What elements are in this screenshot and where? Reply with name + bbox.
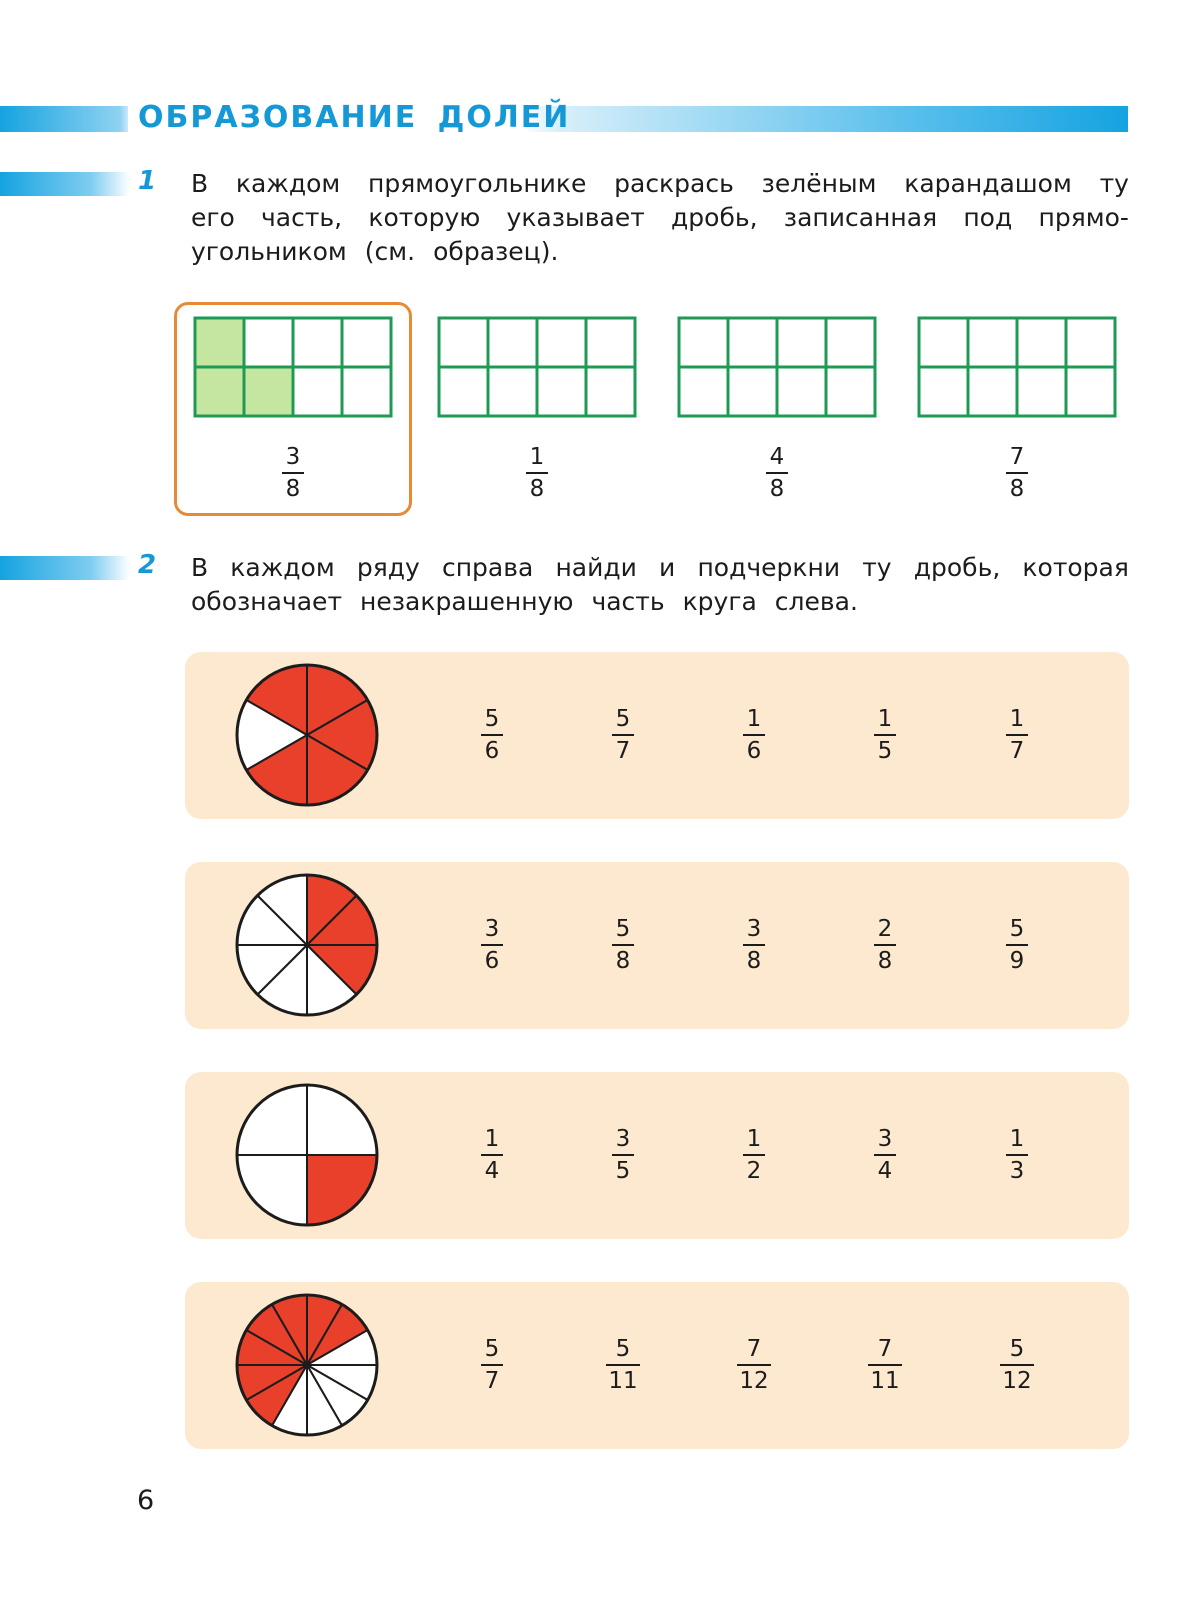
fraction[interactable] bbox=[743, 1126, 765, 1184]
answer-option[interactable] bbox=[850, 916, 920, 974]
fraction[interactable] bbox=[526, 444, 548, 502]
word: В bbox=[191, 553, 209, 582]
fraction-numerator: 7 bbox=[1009, 444, 1025, 470]
fraction[interactable] bbox=[1006, 706, 1028, 764]
answer-option[interactable] bbox=[588, 706, 658, 764]
grid-cell bbox=[1017, 367, 1066, 416]
fraction-numerator: 5 bbox=[484, 1336, 500, 1362]
fraction-numerator: 3 bbox=[285, 444, 301, 470]
fraction[interactable] bbox=[612, 706, 634, 764]
grid-cell bbox=[342, 318, 391, 367]
fraction-numerator: 2 bbox=[877, 916, 893, 942]
answer-option[interactable] bbox=[850, 1126, 920, 1184]
grid-cell bbox=[586, 367, 635, 416]
fraction-numerator: 7 bbox=[746, 1336, 762, 1362]
grid-cell bbox=[826, 367, 875, 416]
fraction-circle bbox=[234, 662, 380, 812]
fraction-numerator: 1 bbox=[877, 706, 893, 732]
grid-cell bbox=[1066, 367, 1115, 416]
word: его bbox=[191, 203, 235, 232]
fraction-circle bbox=[234, 1082, 380, 1232]
fraction-numerator: 5 bbox=[615, 916, 631, 942]
word: угольником bbox=[191, 237, 347, 266]
grid-cell bbox=[679, 318, 728, 367]
fraction[interactable] bbox=[737, 1336, 770, 1394]
fraction[interactable] bbox=[481, 916, 503, 974]
fraction-numerator: 1 bbox=[529, 444, 545, 470]
word: прямо- bbox=[1038, 203, 1129, 232]
fraction-denominator: 8 bbox=[285, 476, 301, 502]
word: подчеркни bbox=[697, 553, 841, 582]
fraction-denominator: 5 bbox=[877, 738, 893, 764]
fraction-denominator: 7 bbox=[1009, 738, 1025, 764]
answer-option[interactable] bbox=[719, 1126, 789, 1184]
answer-option[interactable] bbox=[457, 1336, 527, 1394]
fraction-denominator: 6 bbox=[484, 948, 500, 974]
word: найди bbox=[555, 553, 637, 582]
grid-fraction-label bbox=[747, 444, 807, 502]
word: (см. bbox=[364, 237, 416, 266]
fraction[interactable] bbox=[1000, 1336, 1033, 1394]
task-1-number: 1 bbox=[138, 166, 157, 196]
fraction-denominator: 9 bbox=[1009, 948, 1025, 974]
task-1-marker-bar bbox=[0, 172, 130, 196]
fraction[interactable] bbox=[874, 706, 896, 764]
task-2-number: 2 bbox=[138, 550, 157, 580]
answer-option[interactable] bbox=[982, 706, 1052, 764]
grid-cell bbox=[488, 318, 537, 367]
fraction-numerator: 5 bbox=[484, 706, 500, 732]
fraction-circle bbox=[234, 1292, 380, 1442]
word: справа bbox=[441, 553, 534, 582]
word: ту bbox=[862, 553, 892, 582]
section-title: ОБРАЗОВАНИЕ ДОЛЕЙ bbox=[138, 100, 571, 135]
grid-cell bbox=[728, 318, 777, 367]
grid-cell bbox=[919, 367, 968, 416]
fraction-denominator: 7 bbox=[615, 738, 631, 764]
word: ряду bbox=[356, 553, 420, 582]
grid-cell bbox=[439, 367, 488, 416]
word: и bbox=[659, 553, 676, 582]
task-2-text bbox=[191, 551, 1129, 619]
text-line bbox=[191, 201, 1129, 235]
grid-fraction-label bbox=[263, 444, 323, 502]
answer-option[interactable] bbox=[719, 916, 789, 974]
word: записанная bbox=[783, 203, 938, 232]
answer-option[interactable] bbox=[588, 1336, 658, 1394]
fraction[interactable] bbox=[282, 444, 304, 502]
word: которую bbox=[368, 203, 481, 232]
answer-option[interactable] bbox=[850, 706, 920, 764]
grid-cell bbox=[777, 367, 826, 416]
word: прямоугольнике bbox=[367, 169, 587, 198]
word: незакрашенную bbox=[360, 587, 574, 616]
word: В bbox=[191, 169, 209, 198]
fraction[interactable] bbox=[868, 1336, 901, 1394]
answer-option[interactable] bbox=[457, 1126, 527, 1184]
fraction-numerator: 5 bbox=[615, 706, 631, 732]
grid-fraction-label bbox=[507, 444, 567, 502]
fraction-denominator: 12 bbox=[739, 1368, 769, 1394]
grid-cell bbox=[826, 318, 875, 367]
grid-fraction-label bbox=[987, 444, 1047, 502]
fraction-numerator: 1 bbox=[1009, 1126, 1025, 1152]
grid-cell bbox=[342, 367, 391, 416]
grid-cell bbox=[439, 318, 488, 367]
word: часть, bbox=[261, 203, 343, 232]
task-1-text bbox=[191, 167, 1129, 269]
grid-cell bbox=[537, 367, 586, 416]
word: образец). bbox=[433, 237, 559, 266]
answer-option[interactable] bbox=[982, 1336, 1052, 1394]
fraction[interactable] bbox=[1006, 444, 1028, 502]
fraction[interactable] bbox=[874, 916, 896, 974]
fraction-denominator: 11 bbox=[870, 1368, 900, 1394]
text-line bbox=[191, 167, 1129, 201]
fraction[interactable] bbox=[481, 1336, 503, 1394]
word: дробь, bbox=[671, 203, 758, 232]
text-line bbox=[191, 235, 1129, 269]
word: обозначает bbox=[191, 587, 343, 616]
word: часть bbox=[591, 587, 665, 616]
fraction-numerator: 3 bbox=[746, 916, 762, 942]
answer-option[interactable] bbox=[850, 1336, 920, 1394]
answer-option[interactable] bbox=[588, 1126, 658, 1184]
fraction[interactable] bbox=[743, 706, 765, 764]
answer-option[interactable] bbox=[719, 706, 789, 764]
word: карандашом bbox=[904, 169, 1072, 198]
word: слева. bbox=[774, 587, 858, 616]
grid-cell bbox=[244, 318, 293, 367]
word: круга bbox=[682, 587, 757, 616]
page-number: 6 bbox=[137, 1485, 155, 1516]
word: зелёным bbox=[761, 169, 877, 198]
fraction[interactable] bbox=[766, 444, 788, 502]
answer-option[interactable] bbox=[719, 1336, 789, 1394]
task-2-marker-bar bbox=[0, 556, 130, 580]
grid-cell bbox=[537, 318, 586, 367]
grid-cell bbox=[777, 318, 826, 367]
answer-option[interactable] bbox=[588, 916, 658, 974]
fraction-numerator: 5 bbox=[1009, 916, 1025, 942]
fraction-denominator: 6 bbox=[746, 738, 762, 764]
fraction[interactable] bbox=[743, 916, 765, 974]
shaded-cell bbox=[195, 367, 244, 416]
grid-cell bbox=[728, 367, 777, 416]
grid-cell bbox=[293, 367, 342, 416]
fraction[interactable] bbox=[481, 706, 503, 764]
fraction-denominator: 8 bbox=[877, 948, 893, 974]
grid-rectangle[interactable] bbox=[917, 316, 1117, 418]
text-line bbox=[191, 585, 1129, 619]
fraction-numerator: 3 bbox=[484, 916, 500, 942]
word: раскрась bbox=[614, 169, 734, 198]
fraction[interactable] bbox=[612, 1126, 634, 1184]
fraction-numerator: 1 bbox=[746, 706, 762, 732]
grid-cell bbox=[968, 318, 1017, 367]
answer-option[interactable] bbox=[457, 916, 527, 974]
fraction-denominator: 6 bbox=[484, 738, 500, 764]
fraction[interactable] bbox=[606, 1336, 639, 1394]
answer-option[interactable] bbox=[982, 916, 1052, 974]
fraction-denominator: 11 bbox=[608, 1368, 638, 1394]
word: указывает bbox=[506, 203, 645, 232]
word: под bbox=[963, 203, 1013, 232]
fraction-numerator: 5 bbox=[615, 1336, 631, 1362]
fraction[interactable] bbox=[874, 1126, 896, 1184]
word: ту bbox=[1099, 169, 1129, 198]
fraction-denominator: 5 bbox=[615, 1158, 631, 1184]
sample-grid bbox=[193, 316, 393, 418]
word: каждом bbox=[235, 169, 341, 198]
fraction[interactable] bbox=[1006, 1126, 1028, 1184]
fraction-circle bbox=[234, 872, 380, 1022]
grid-cell bbox=[1066, 318, 1115, 367]
grid-rectangle[interactable] bbox=[677, 316, 877, 418]
fraction[interactable] bbox=[612, 916, 634, 974]
answer-option[interactable] bbox=[982, 1126, 1052, 1184]
fraction-numerator: 4 bbox=[769, 444, 785, 470]
fraction-numerator: 1 bbox=[746, 1126, 762, 1152]
fraction-denominator: 8 bbox=[615, 948, 631, 974]
answer-option[interactable] bbox=[457, 706, 527, 764]
fraction-denominator: 7 bbox=[484, 1368, 500, 1394]
fraction-denominator: 4 bbox=[484, 1158, 500, 1184]
fraction-numerator: 3 bbox=[877, 1126, 893, 1152]
fraction[interactable] bbox=[481, 1126, 503, 1184]
fraction-numerator: 3 bbox=[615, 1126, 631, 1152]
text-line bbox=[191, 551, 1129, 585]
fraction-denominator: 8 bbox=[1009, 476, 1025, 502]
fraction-denominator: 8 bbox=[529, 476, 545, 502]
fraction-denominator: 8 bbox=[769, 476, 785, 502]
fraction-denominator: 3 bbox=[1009, 1158, 1025, 1184]
word: которая bbox=[1022, 553, 1129, 582]
grid-cell bbox=[968, 367, 1017, 416]
shaded-cell bbox=[195, 318, 244, 367]
grid-rectangle[interactable] bbox=[437, 316, 637, 418]
fraction-numerator: 1 bbox=[484, 1126, 500, 1152]
fraction-numerator: 1 bbox=[1009, 706, 1025, 732]
grid-cell bbox=[488, 367, 537, 416]
fraction-numerator: 7 bbox=[877, 1336, 893, 1362]
fraction[interactable] bbox=[1006, 916, 1028, 974]
fraction-denominator: 2 bbox=[746, 1158, 762, 1184]
fraction-denominator: 12 bbox=[1002, 1368, 1032, 1394]
word: дробь, bbox=[913, 553, 1001, 582]
fraction-numerator: 5 bbox=[1009, 1336, 1025, 1362]
fraction-denominator: 8 bbox=[746, 948, 762, 974]
word: каждом bbox=[230, 553, 335, 582]
shaded-cell bbox=[244, 367, 293, 416]
fraction-denominator: 4 bbox=[877, 1158, 893, 1184]
grid-cell bbox=[586, 318, 635, 367]
grid-cell bbox=[919, 318, 968, 367]
grid-cell bbox=[679, 367, 728, 416]
grid-cell bbox=[1017, 318, 1066, 367]
grid-cell bbox=[293, 318, 342, 367]
